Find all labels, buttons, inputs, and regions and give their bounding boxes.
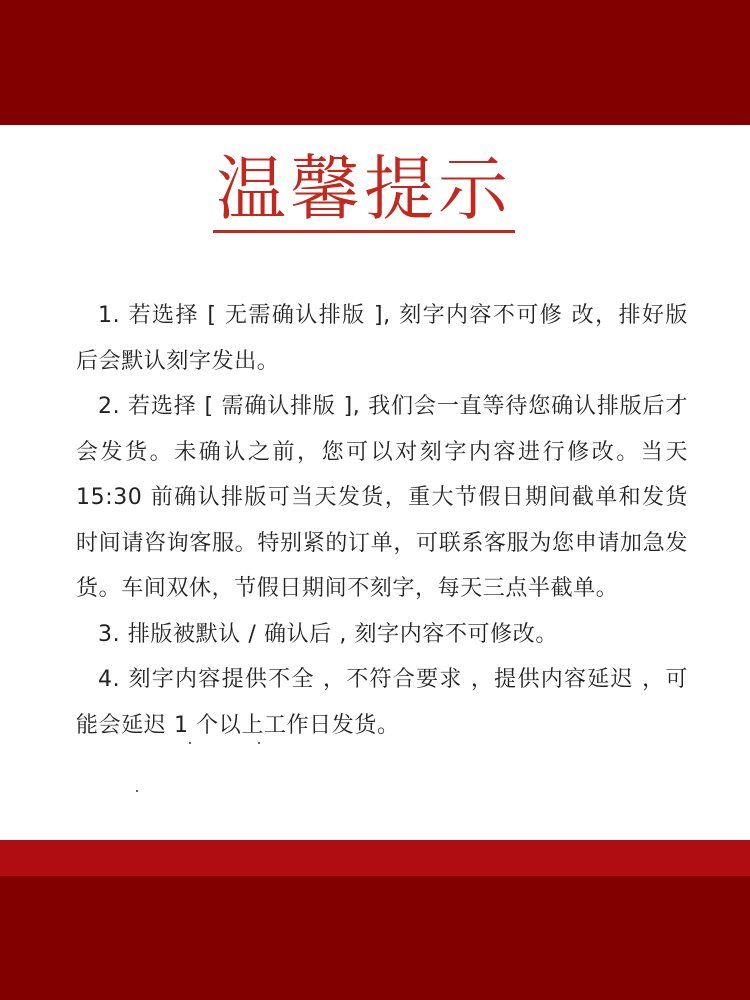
title-block bbox=[213, 148, 515, 230]
top-banner bbox=[0, 0, 750, 125]
notice-item-3: 3. 排版被默认 / 确认后 , 刻字内容不可修改。 bbox=[98, 621, 558, 647]
notice-item-2: 2. 若选择 [ 需确认排版 ], 我们会一直等待您确认排版后才会发货。未确认之前，您可以对刻字内容进行修改。当天 15:30 前确认排版可当天发货，重大节假日期间截单和发货时间请咨询客服。特别紧的订单，可联系客服为您申请加急发货。车间双休，节假日期间不刻字，每天三点半截单。 bbox=[76, 394, 688, 601]
title-underline bbox=[213, 230, 515, 233]
notice-item-4: 4. 刻字内容提供不全 ，不符合要求 ，提供内容延迟 ，可能会延迟 1 个以上工作日发货。 bbox=[76, 667, 688, 738]
decorative-dot bbox=[258, 742, 260, 744]
bottom-banner bbox=[0, 876, 750, 1000]
notice-item-1: 1. 若选择 [ 无需确认排版 ], 刻字内容不可修 改，排好版后会默认刻字发出。 bbox=[76, 303, 688, 374]
notice-list bbox=[76, 293, 688, 748]
bottom-stripe bbox=[0, 840, 750, 876]
decorative-dot bbox=[189, 742, 191, 744]
decorative-dot bbox=[136, 790, 138, 792]
page-title: 温馨提示 bbox=[216, 148, 512, 230]
